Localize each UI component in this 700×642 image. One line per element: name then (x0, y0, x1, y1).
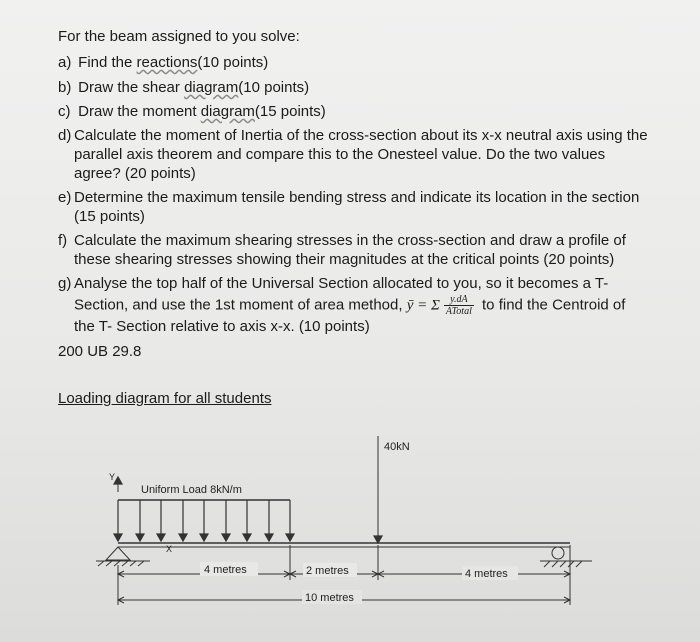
question-a-underlined: reactions (136, 54, 198, 71)
roller-hatch-2 (552, 561, 558, 567)
question-f-label: f) (58, 232, 68, 249)
question-f-line2: these shearing stresses showing their magnitudes at the critical points (20 points) (74, 251, 615, 268)
ground-hatch-3 (114, 561, 120, 566)
question-f-line1: Calculate the maximum shearing stresses in the cross-section and draw a profile of (74, 232, 626, 249)
x-axis-label: X (166, 544, 173, 554)
question-c-text: Draw the moment (78, 103, 201, 120)
udl-arrowhead-1 (114, 534, 122, 541)
question-a-label: a) (58, 54, 72, 71)
question-d-line2: parallel axis theorem and compare this to the Onesteel value. Do the two values (74, 146, 606, 163)
formula-lhs: ȳ = Σ (406, 297, 440, 314)
formula-denominator: ATotal (445, 306, 472, 317)
question-c-points: (15 points) (254, 103, 326, 120)
pin-support (106, 547, 130, 560)
roller-hatch-4 (568, 561, 574, 567)
question-g-line3: the T- Section relative to axis x-x. (10 points) (74, 318, 370, 335)
question-e-label: e) (58, 189, 72, 206)
ground-hatch-6 (138, 561, 144, 566)
udl-arrowhead-9 (286, 534, 294, 541)
udl-arrowhead-5 (200, 534, 208, 541)
intro-text: For the beam assigned to you solve: (58, 28, 300, 45)
dim-3-label: 4 metres (465, 568, 508, 580)
question-b-text: Draw the shear (78, 79, 185, 96)
ground-hatch-5 (130, 561, 136, 566)
question-c-label: c) (58, 103, 71, 120)
loading-diagram-title: Loading diagram for all students (58, 390, 272, 407)
question-d-line3: agree? (20 points) (74, 165, 196, 182)
question-c-underlined: diagram (200, 103, 255, 120)
roller-support (552, 547, 564, 559)
question-g-line2-before: Section, and use the 1st moment of area method, (74, 296, 403, 314)
question-d-line1: Calculate the moment of Inertia of the cross-section about its x-x neutral axis using the (74, 127, 648, 144)
point-load-label: 40kN (384, 441, 410, 453)
udl-arrowhead-3 (157, 534, 165, 541)
udl-arrowhead-2 (136, 534, 144, 541)
dim-2-label: 2 metres (306, 565, 349, 577)
udl-arrowhead-7 (243, 534, 251, 541)
question-b-label: b) (58, 79, 72, 96)
question-e-line1: Determine the maximum tensile bending stress and indicate its location in the section (74, 189, 640, 206)
question-b-underlined: diagram (184, 79, 239, 96)
question-a-text: Find the (78, 54, 137, 71)
question-b-points: (10 points) (238, 79, 310, 96)
ground-hatch-2 (106, 561, 112, 566)
formula-numerator: y.dA (444, 294, 474, 306)
dim-1-label: 4 metres (204, 564, 247, 576)
question-g-line2-after: to find the Centroid of (482, 296, 626, 314)
roller-hatch-1 (544, 561, 550, 567)
y-axis-label: Y (109, 472, 116, 482)
question-e-line2: (15 points) (74, 208, 145, 225)
udl-arrowhead-8 (265, 534, 273, 541)
ground-hatch-1 (98, 561, 104, 566)
section-designation: 200 UB 29.8 (58, 343, 142, 360)
ground-hatch-4 (122, 561, 128, 566)
question-d-label: d) (58, 127, 72, 144)
roller-hatch-5 (576, 561, 582, 567)
udl-arrowhead-6 (222, 534, 230, 541)
y-axis-arrowhead (114, 477, 122, 484)
udl-arrowhead-4 (179, 534, 187, 541)
udl-label: Uniform Load 8kN/m (141, 484, 242, 496)
question-g-line1: Analyse the top half of the Universal Section allocated to you, so it becomes a T- (74, 275, 609, 292)
dim-total-label: 10 metres (305, 592, 354, 604)
roller-hatch-3 (560, 561, 566, 567)
question-g-label: g) (58, 275, 72, 292)
point-load-arrowhead (374, 536, 382, 543)
question-a-points: (10 points) (197, 54, 269, 71)
